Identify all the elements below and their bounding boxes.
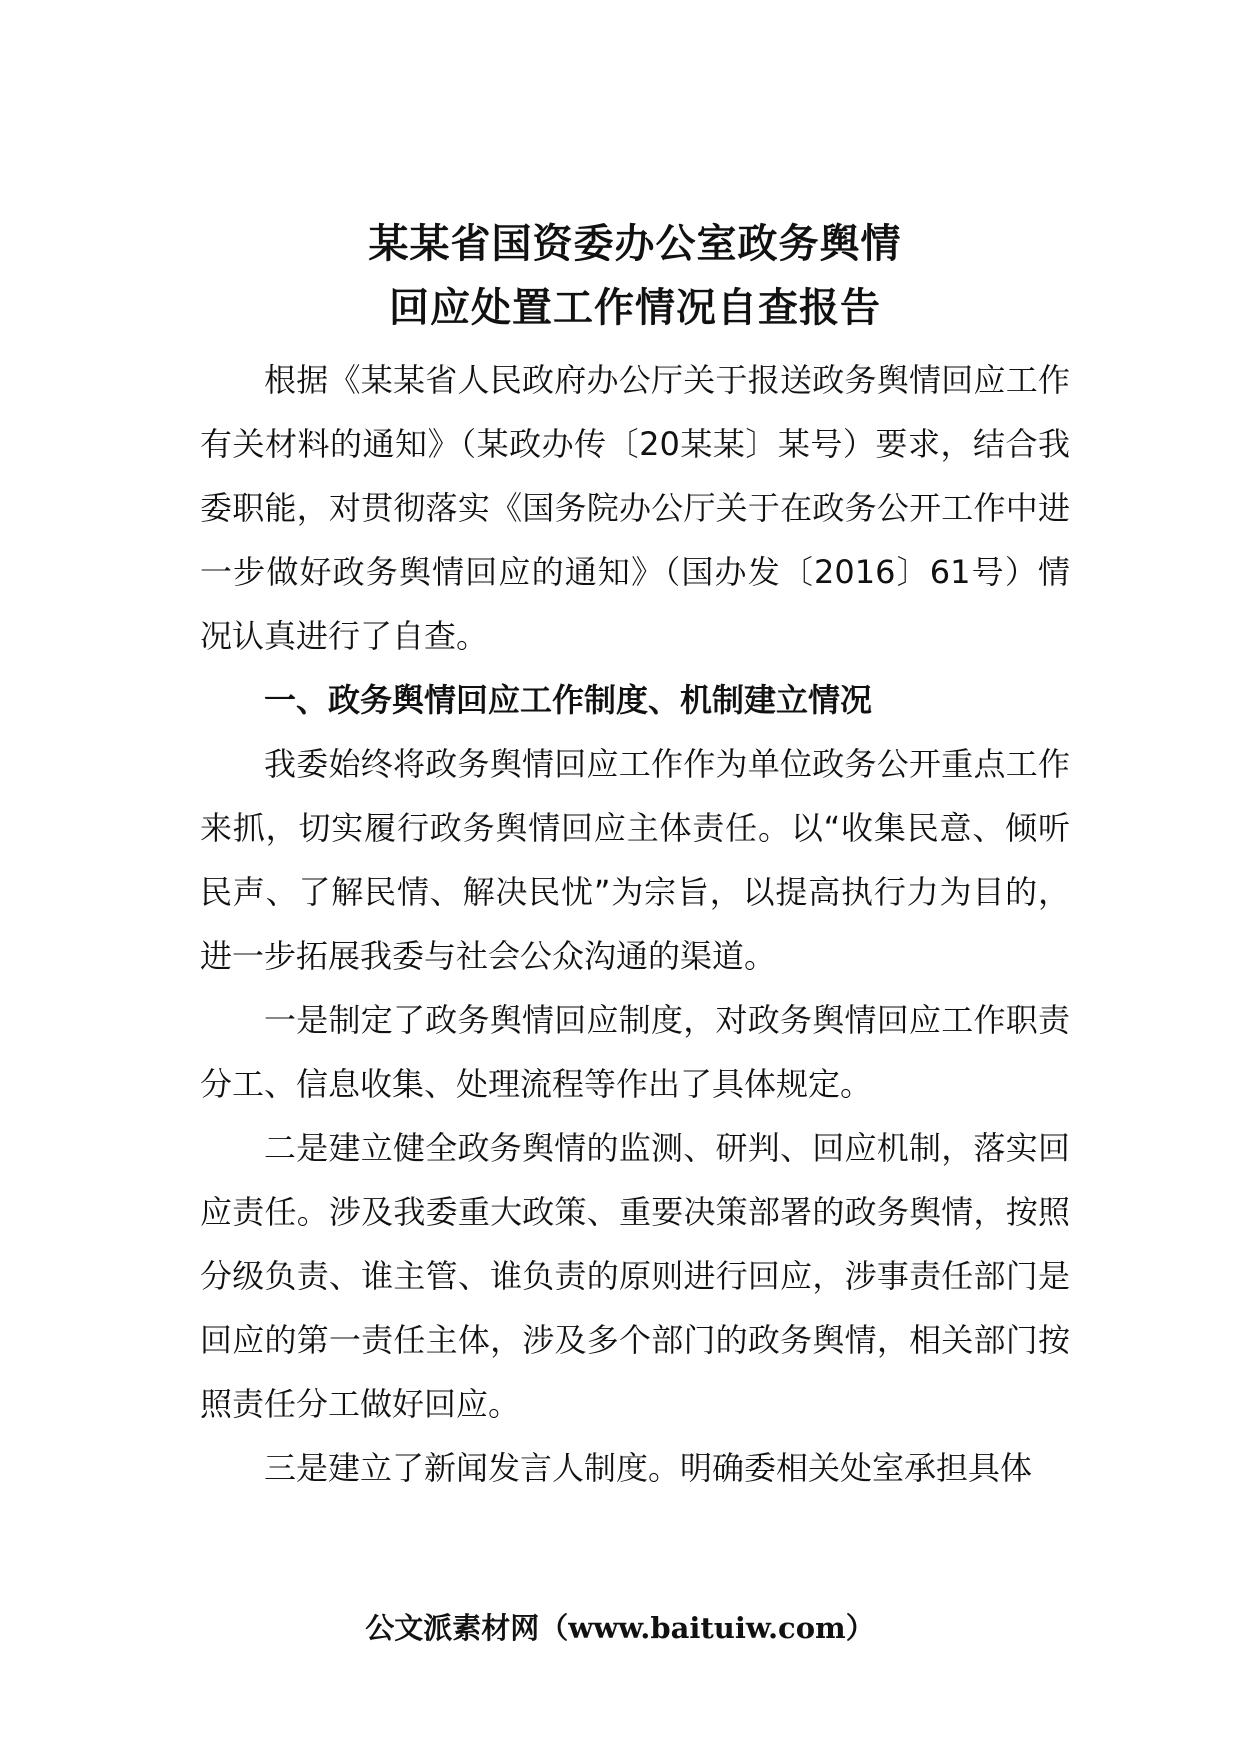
paragraph-item-3: 三是建立了新闻发言人制度。明确委相关处室承担具体 [264,1449,1033,1487]
title-line-1: 某某省国资委办公室政务舆情 [368,221,902,267]
title-line-2: 回应处置工作情况自查报告 [389,285,881,331]
footer-watermark: 公文派素材网（www.baituiw.com） [365,1611,875,1645]
document-title [200,212,1070,340]
document-body [200,348,1070,1500]
paragraph-item-2: 二是建立健全政务舆情的监测、研判、回应机制，落实回应责任。涉及我委重大政策、重要决策部署的政务舆情，按照分级负责、谁主管、谁负责的原则进行回应，涉事责任部门是回应的第一责任主体，涉及多个部门的政务舆情，相关部门按照责任分工做好回应。 [200,1129,1070,1423]
paragraph-overview: 我委始终将政务舆情回应工作作为单位政务公开重点工作来抓，切实履行政务舆情回应主体责任。以“收集民意、倾听民声、了解民情、解决民忧”为宗旨，以提高执行力为目的，进一步拓展我委与社会公众沟通的渠道。 [200,745,1070,975]
section-heading-1: 一、政务舆情回应工作制度、机制建立情况 [264,681,873,719]
paragraph-intro: 根据《某某省人民政府办公厅关于报送政务舆情回应工作有关材料的通知》（某政办传〔20某某〕某号）要求，结合我委职能，对贯彻落实《国务院办公厅关于在政务公开工作中进一步做好政务舆情回应的通知》（国办发〔2016〕61号）情况认真进行了自查。 [200,361,1070,655]
paragraph-item-1: 一是制定了政务舆情回应制度，对政务舆情回应工作职责分工、信息收集、处理流程等作出了具体规定。 [200,1001,1070,1103]
